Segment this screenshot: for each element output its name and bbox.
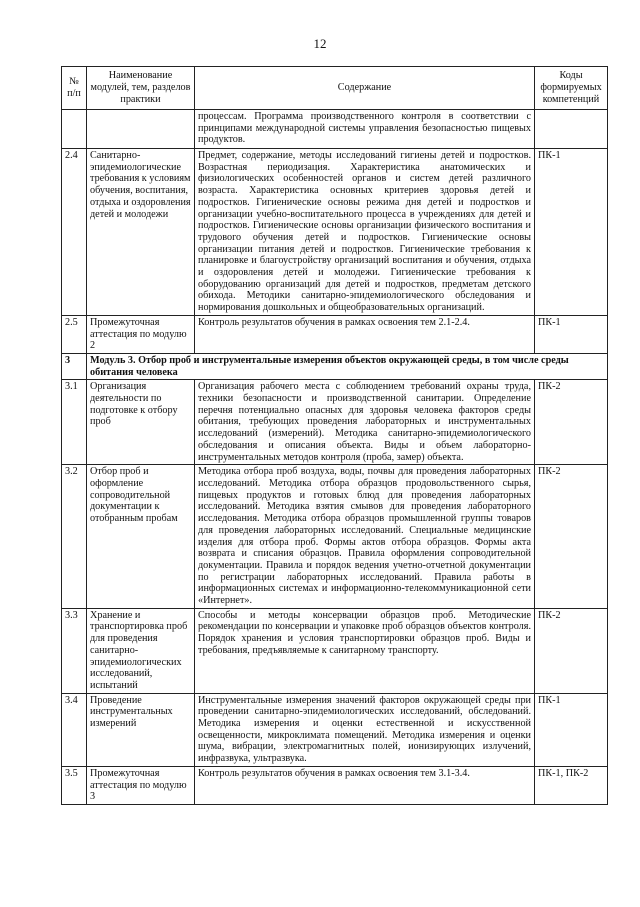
table-row [62, 766, 608, 804]
cell-content: Контроль результатов обучения в рамках освоения тем 3.1-3.4. [195, 766, 535, 804]
cell-content: Инструментальные измерения значений факторов окружающей среды при проведении санитарно-эпидемиологических исследований, обследований. Методика измерения и оценки естественной и искусственной освещенности, микроклимата помещений. Методика измерения и оценки шума, вибрации, электромагнитных полей, ионизирующих излучений, инфразвука, ультразвука. [195, 693, 535, 766]
cell-content: Методика отбора проб воздуха, воды, почвы для проведения лабораторных исследований. Методика отбора образцов продовольственного сырья, пищевых продуктов и готовых блюд для проведения лабораторных исследований. Методика взятия смывов для проведения лабораторного исследования. Методика отбора образцов промышленной группы товаров для проведения лабораторных исследований. Специальные медицинские изделия для отбора проб. Формы актов отбора образцов. Формы акта возврата и списания образцов. Правила оформления сопроводительной документации. Правила и порядок ведения учетно-отчетной документации по регистрации лабораторных исследований. Правила работы в информационных системах и информационно-телекоммуникационной сети «Интернет». [195, 465, 535, 608]
cell-number [62, 110, 87, 149]
table-row [62, 608, 608, 693]
cell-codes: ПК-2 [535, 608, 608, 693]
cell-number: 3.2 [62, 465, 87, 608]
cell-codes: ПК-1, ПК-2 [535, 766, 608, 804]
cell-codes: ПК-1 [535, 693, 608, 766]
header-module-name: Наименование модулей, тем, разделов практики [87, 67, 195, 110]
table-row-continuation [62, 110, 608, 149]
module-number: 3 [62, 353, 87, 379]
cell-name: Отбор проб и оформление сопроводительной документации к отобранным пробам [87, 465, 195, 608]
table-row [62, 380, 608, 465]
module-title: Модуль 3. Отбор проб и инструментальные измерения объектов окружающей среды, в том числе среды обитания человека [87, 353, 608, 379]
cell-name: Промежуточная аттестация по модулю 2 [87, 315, 195, 353]
table-header-row [62, 67, 608, 110]
cell-content: Организация рабочего места с соблюдением требований охраны труда, техники безопасности и производственной санитарии. Определение перечня потенциально опасных для здоровья человека факторов среды обитания, требующих проведения лабораторных и инструментальных исследований (измерений). Методика санитарно-эпидемиологического обследования и описания объекта. Виды и объем лабораторно-инструментальных методов контроля (проба, замер) объекта. [195, 380, 535, 465]
cell-codes: ПК-2 [535, 380, 608, 465]
cell-number: 2.4 [62, 149, 87, 316]
header-content: Содержание [195, 67, 535, 110]
cell-content: Контроль результатов обучения в рамках освоения тем 2.1-2.4. [195, 315, 535, 353]
table-row [62, 693, 608, 766]
cell-name: Санитарно-эпидемиологические требования к условиям обучения, воспитания, отдыха и оздоровления детей и молодежи [87, 149, 195, 316]
table-row [62, 465, 608, 608]
cell-name: Проведение инструментальных измерений [87, 693, 195, 766]
header-competency-codes: Коды формируемых компетенций [535, 67, 608, 110]
cell-number: 3.1 [62, 380, 87, 465]
cell-content: Способы и методы консервации образцов проб. Методические рекомендации по консервации и упаковке проб образцов объектов контроля. Порядок хранения и условия транспортировки образцов проб. Виды и требования, предъявляемые к санитарному транспорту. [195, 608, 535, 693]
cell-codes: ПК-2 [535, 465, 608, 608]
cell-codes: ПК-1 [535, 315, 608, 353]
table-row [62, 315, 608, 353]
cell-name [87, 110, 195, 149]
header-number: № п/п [62, 67, 87, 110]
curriculum-table [61, 66, 608, 805]
table-row [62, 149, 608, 316]
cell-number: 3.5 [62, 766, 87, 804]
cell-number: 3.4 [62, 693, 87, 766]
cell-number: 3.3 [62, 608, 87, 693]
cell-codes [535, 110, 608, 149]
module-row [62, 353, 608, 379]
cell-codes: ПК-1 [535, 149, 608, 316]
cell-content: процессам. Программа производственного контроля в соответствии с принципами международной системы управления безопасностью пищевых продуктов. [195, 110, 535, 149]
cell-number: 2.5 [62, 315, 87, 353]
page-number: 12 [313, 36, 327, 51]
cell-name: Организация деятельности по подготовке к отбору проб [87, 380, 195, 465]
cell-name: Хранение и транспортировка проб для проведения санитарно-эпидемиологических исследований, испытаний [87, 608, 195, 693]
cell-content: Предмет, содержание, методы исследований гигиены детей и подростков. Возрастная периодизация. Характеристика анатомических и физиологических особенностей органов и систем детей различного возраста. Характеристика основных критериев здоровья детей и подростков. Гигиенические основы режима дня детей и подростков и организации учебно-воспитательного процесса в учреждениях для детей и подростков. Гигиенические основы организации физического воспитания и трудового обучения детей и подростков. Гигиенические основы организации питания детей и подростков. Гигиенические требования к планировке и благоустройству организаций воспитания и обучения, отдыха и оздоровления детей и молодежи. Гигиенические требования к оборудованию организаций для детей и подростков, предметам детского обихода. Методики санитарно-эпидемиологического обследования и нормирования дошкольных и общеобразовательных организаций. [195, 149, 535, 316]
cell-name: Промежуточная аттестация по модулю 3 [87, 766, 195, 804]
